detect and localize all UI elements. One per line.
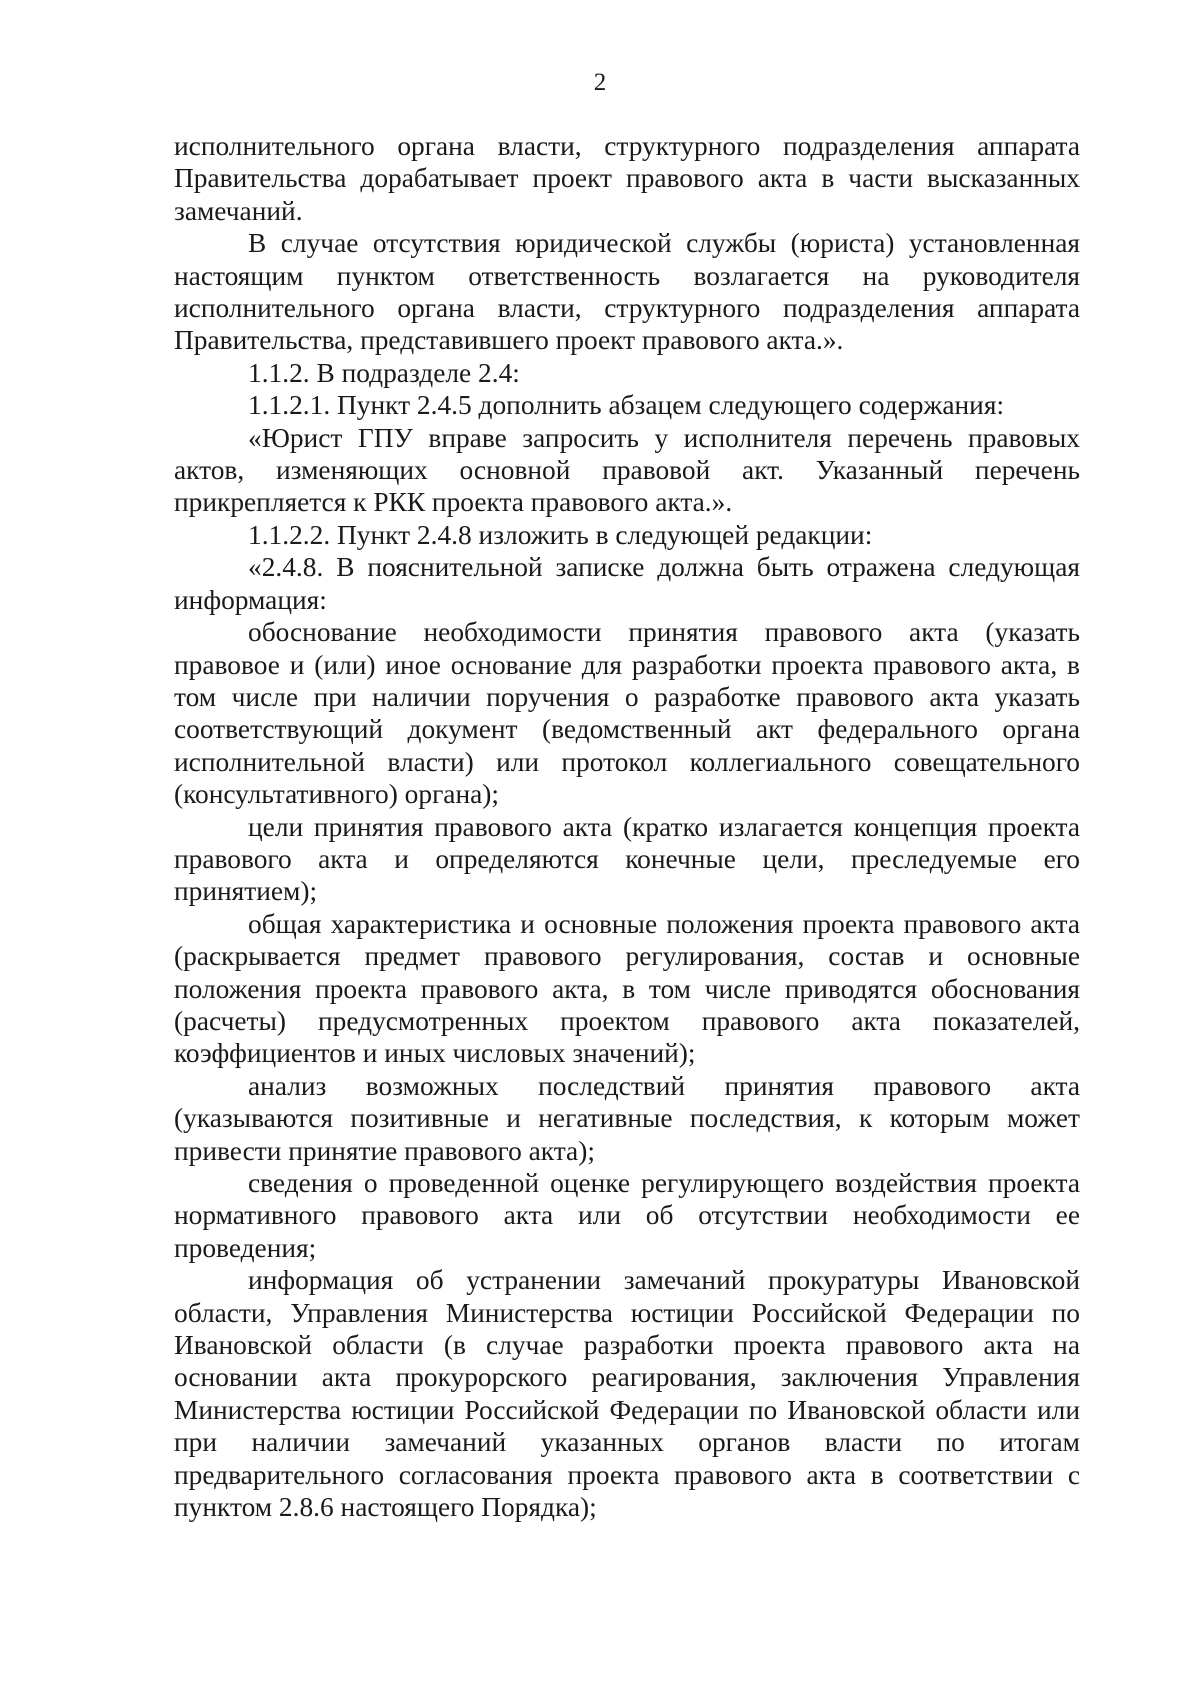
paragraph: общая характеристика и основные положения проекта правового акта (раскрывается предмет правового регулирования, состав и основные положения проекта правового акта, в том числе приводятся обоснования (расчеты) предусмотренных проектом правового акта показателей, коэффициентов и иных числовых значений); <box>174 908 1080 1069</box>
paragraph: цели принятия правового акта (кратко излагается концепция проекта правового акта и определяются конечные цели, преследуемые его принятием); <box>174 811 1080 907</box>
paragraph: 1.1.2.2. Пункт 2.4.8 изложить в следующей редакции: <box>248 519 873 550</box>
paragraph: исполнительного органа власти, структурного подразделения аппарата Правительства дорабатывает проект правового акта в части высказанных замечаний. <box>174 131 1080 226</box>
document-body <box>174 130 1080 1523</box>
paragraph: 1.1.2. В подразделе 2.4: <box>248 357 520 388</box>
paragraph: «Юрист ГПУ вправе запросить у исполнителя перечень правовых актов, изменяющих основной правовой акт. Указанный перечень прикрепляется к РКК проекта правового акта.». <box>174 422 1080 518</box>
paragraph: 1.1.2.1. Пункт 2.4.5 дополнить абзацем следующего содержания: <box>248 390 1005 421</box>
paragraph: сведения о проведенной оценке регулирующего воздействия проекта нормативного правового акта или об отсутствии необходимости ее проведения; <box>174 1168 1080 1263</box>
paragraph: В случае отсутствия юридической службы (юриста) установленная настоящим пунктом ответственность возлагается на руководителя исполнительного органа власти, структурного подразделения аппарата Правительства, представившего проект правового акта.». <box>174 228 1080 356</box>
paragraph: информация об устранении замечаний прокуратуры Ивановской области, Управления Министерства юстиции Российской Федерации по Ивановской области (в случае разработки проекта правового акта на основании акта прокурорского реагирования, заключения Управления Министерства юстиции Российской Федерации по Ивановской области или при наличии замечаний указанных органов власти по итогам предварительного согласования проекта правового акта в соответствии с пунктом 2.8.6 настоящего Порядка); <box>174 1265 1080 1523</box>
paragraph: обоснование необходимости принятия правового акта (указать правовое и (или) иное основание для разработки проекта правового акта, в том числе при наличии поручения о разработке правового акта указать соответствующий документ (ведомственный акт федерального органа исполнительной власти) или протокол коллегиального совещательного (консультативного) органа); <box>174 617 1080 810</box>
paragraph: анализ возможных последствий принятия правового акта (указываются позитивные и негативные последствия, к которым может привести принятие правового акта); <box>174 1070 1080 1166</box>
paragraph: «2.4.8. В пояснительной записке должна быть отражена следующая информация: <box>174 552 1080 615</box>
page-number: 2 <box>593 69 607 96</box>
